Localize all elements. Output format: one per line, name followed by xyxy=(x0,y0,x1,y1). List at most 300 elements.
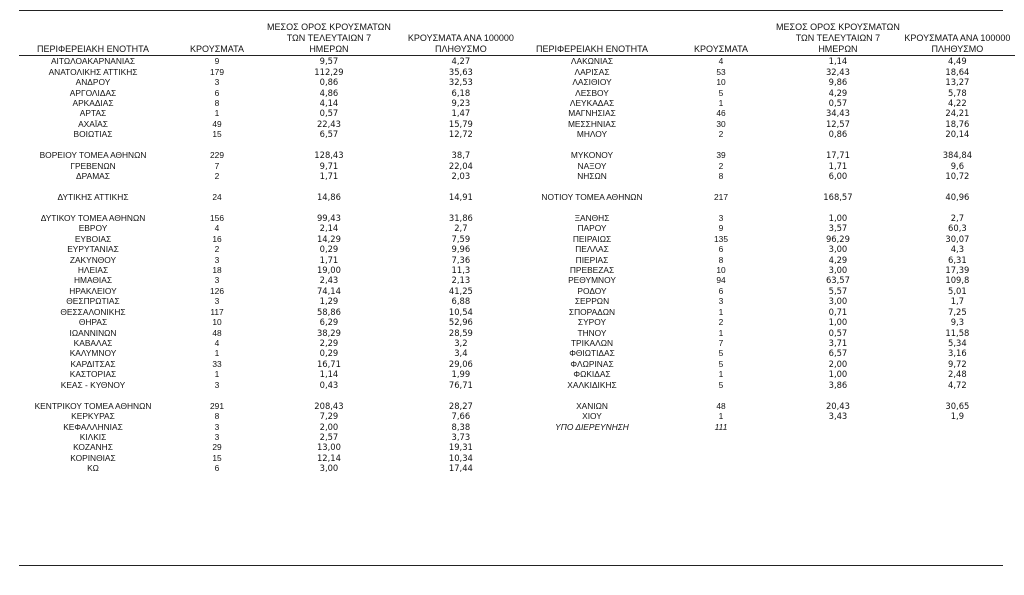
table-bottom-rule xyxy=(19,565,1003,566)
table-row xyxy=(19,87,531,97)
region-cell: ΗΜΑΘΙΑΣ xyxy=(73,275,113,286)
avg-7-days-cell: 3,86 xyxy=(828,379,848,390)
region-cell: ΦΩΚΙΔΑΣ xyxy=(573,369,611,380)
cases-cell: 4 xyxy=(214,223,220,234)
per-100000-cell: 10,72 xyxy=(945,171,970,182)
avg-7-days-cell: 6,57 xyxy=(828,348,848,359)
per-100000-cell: 60,3 xyxy=(948,223,967,234)
per-100000-cell: 109,8 xyxy=(945,275,970,286)
per-100000-cell: 6,31 xyxy=(948,254,967,265)
table-row xyxy=(19,66,531,76)
per-100000-cell: 9,3 xyxy=(950,317,965,328)
cases-cell: 48 xyxy=(212,327,222,338)
cases-cell: 3 xyxy=(214,421,220,432)
per-100000-cell: 6,18 xyxy=(451,87,471,98)
table-row xyxy=(518,213,1015,223)
per-100000-cell: 9,6 xyxy=(950,160,965,171)
cases-cell: 135 xyxy=(714,233,728,244)
per-100000-cell: 6,88 xyxy=(451,296,471,307)
per-100000-cell: 11,3 xyxy=(451,264,471,275)
table-row xyxy=(19,77,531,87)
avg-7-days-cell: 0,43 xyxy=(319,379,339,390)
avg-7-days-cell: 128,43 xyxy=(314,150,344,161)
region-cell: ΚΕΦΑΛΛΗΝΙΑΣ xyxy=(63,421,123,432)
table-row xyxy=(518,192,1015,202)
avg-7-days-cell: 74,14 xyxy=(316,285,341,296)
header-region: ΠΕΡΙΦΕΡΕΙΑΚΗ ΕΝΟΤΗΤΑ xyxy=(19,22,167,56)
per-100000-cell: 3,4 xyxy=(454,348,468,359)
avg-7-days-cell: 6,00 xyxy=(828,171,848,182)
region-cell: ΗΡΑΚΛΕΙΟΥ xyxy=(69,285,117,296)
region-cell: ΑΝΔΡΟΥ xyxy=(75,77,111,88)
table-row xyxy=(19,129,531,139)
table-row xyxy=(518,77,1015,87)
region-cell: ΣΕΡΡΩΝ xyxy=(574,296,610,307)
cases-cell: 1 xyxy=(718,327,724,338)
spacer-cell xyxy=(518,390,1015,400)
avg-7-days-cell: 14,29 xyxy=(316,233,341,244)
avg-7-days-cell: 1,14 xyxy=(319,369,339,380)
spacer-cell xyxy=(518,202,1015,212)
cases-cell: 46 xyxy=(716,108,726,119)
table-row xyxy=(19,327,531,337)
cases-cell: 2 xyxy=(718,160,724,171)
avg-7-days-cell xyxy=(776,421,900,431)
region-cell: ΚΩ xyxy=(87,463,99,474)
region-cell: ΠΑΡΟΥ xyxy=(577,223,607,234)
cases-table-right xyxy=(518,22,1015,432)
region-cell: ΠΕΛΛΑΣ xyxy=(575,244,609,255)
region-cell: ΕΥΡΥΤΑΝΙΑΣ xyxy=(67,244,119,255)
table-row xyxy=(19,223,531,233)
region-cell: ΕΒΡΟΥ xyxy=(78,223,108,234)
region-cell: ΔΡΑΜΑΣ xyxy=(76,171,110,182)
table-row xyxy=(518,129,1015,139)
avg-7-days-cell: 4,14 xyxy=(319,97,339,108)
cases-cell: 6 xyxy=(214,87,220,98)
table-row xyxy=(19,98,531,108)
per-100000-cell: 31,86 xyxy=(448,212,473,223)
region-cell: ΚΙΛΚΙΣ xyxy=(79,431,107,442)
cases-cell: 5 xyxy=(718,358,724,369)
table-row xyxy=(19,56,531,66)
table-row xyxy=(19,338,531,348)
per-100000-cell: 4,49 xyxy=(948,56,967,67)
region-cell: ΜΥΚΟΝΟΥ xyxy=(570,150,614,161)
per-100000-cell: 19,31 xyxy=(448,442,473,453)
avg-7-days-cell: 9,57 xyxy=(319,56,339,67)
spacer-row xyxy=(19,140,531,150)
region-cell: ΑΙΤΩΛΟΑΚΑΡΝΑΝΙΑΣ xyxy=(50,56,136,67)
avg-7-days-cell: 5,57 xyxy=(828,285,848,296)
avg-7-days-cell: 2,57 xyxy=(319,431,339,442)
cases-cell: 18 xyxy=(212,264,222,275)
table-row xyxy=(518,275,1015,285)
cases-cell: 10 xyxy=(212,317,222,328)
per-100000-cell: 7,25 xyxy=(948,306,967,317)
table-row xyxy=(518,421,1015,431)
cases-cell: 3 xyxy=(214,379,220,390)
avg-7-days-cell: 4,29 xyxy=(828,87,848,98)
per-100000-cell: 32,53 xyxy=(448,77,473,88)
cases-cell: 53 xyxy=(716,66,726,77)
spacer-row xyxy=(19,202,531,212)
region-cell: ΝΑΞΟΥ xyxy=(577,160,607,171)
avg-7-days-cell: 63,57 xyxy=(825,275,850,286)
spacer-row xyxy=(19,181,531,191)
avg-7-days-cell: 17,71 xyxy=(825,150,850,161)
region-cell: ΧΑΝΙΩΝ xyxy=(576,400,608,411)
region-cell: ΔΥΤΙΚΟΥ ΤΟΜΕΑ ΑΘΗΝΩΝ xyxy=(40,212,146,223)
cases-cell: 3 xyxy=(214,77,220,88)
header-per-100000: ΚΡΟΥΣΜΑΤΑ ΑΝΑ 100000 ΠΛΗΘΥΣΜΟ xyxy=(900,22,1015,56)
region-cell: ΑΝΑΤΟΛΙΚΗΣ ΑΤΤΙΚΗΣ xyxy=(48,66,138,77)
table-row xyxy=(19,307,531,317)
table-row xyxy=(518,98,1015,108)
avg-7-days-cell: 7,29 xyxy=(319,411,339,422)
cases-cell: 1 xyxy=(718,306,724,317)
cases-cell: 6 xyxy=(718,285,724,296)
table-row xyxy=(19,192,531,202)
avg-7-days-cell: 0,29 xyxy=(319,244,339,255)
cases-cell: 9 xyxy=(718,223,724,234)
region-cell: ΜΗΛΟΥ xyxy=(576,129,608,140)
per-100000-cell: 13,27 xyxy=(945,77,970,88)
table-row xyxy=(518,327,1015,337)
per-100000-cell: 7,59 xyxy=(451,233,471,244)
avg-7-days-cell: 12,57 xyxy=(825,118,850,129)
cases-cell: 3 xyxy=(214,296,220,307)
avg-7-days-cell: 0,29 xyxy=(319,348,339,359)
cases-cell: 39 xyxy=(716,150,726,161)
spacer-cell xyxy=(518,181,1015,191)
region-cell: ΒΟΡΕΙΟΥ ΤΟΜΕΑ ΑΘΗΝΩΝ xyxy=(39,150,147,161)
cases-cell: 111 xyxy=(714,421,728,432)
avg-7-days-cell: 1,00 xyxy=(828,212,848,223)
avg-7-days-cell: 0,86 xyxy=(828,129,848,140)
spacer-cell xyxy=(19,390,531,400)
cases-cell: 9 xyxy=(214,56,220,67)
cases-cell: 156 xyxy=(210,212,224,223)
per-100000-cell: 5,01 xyxy=(948,285,967,296)
spacer-cell xyxy=(19,202,531,212)
per-100000-cell: 38,7 xyxy=(451,150,471,161)
region-cell: ΛΕΥΚΑΔΑΣ xyxy=(569,97,615,108)
per-100000-cell: 18,76 xyxy=(945,118,970,129)
per-100000-cell: 28,27 xyxy=(448,400,473,411)
avg-7-days-cell: 2,00 xyxy=(828,358,848,369)
table-row xyxy=(518,150,1015,160)
avg-7-days-cell: 0,57 xyxy=(828,97,848,108)
cases-cell: 7 xyxy=(214,160,220,171)
per-100000-cell: 9,23 xyxy=(451,97,471,108)
table-row xyxy=(518,411,1015,421)
avg-7-days-cell: 1,71 xyxy=(319,171,339,182)
cases-cell: 29 xyxy=(212,442,222,453)
per-100000-cell: 2,48 xyxy=(948,369,967,380)
table-row xyxy=(19,244,531,254)
cases-cell: 33 xyxy=(212,358,222,369)
spacer-cell xyxy=(19,140,531,150)
region-cell: ΜΑΓΝΗΣΙΑΣ xyxy=(568,108,616,119)
per-100000-cell: 40,96 xyxy=(945,191,970,202)
region-cell: ΠΙΕΡΙΑΣ xyxy=(575,254,609,265)
cases-cell: 4 xyxy=(214,338,220,349)
per-100000-cell: 1,99 xyxy=(451,369,471,380)
region-cell: ΒΟΙΩΤΙΑΣ xyxy=(73,129,113,140)
avg-7-days-cell: 58,86 xyxy=(316,306,341,317)
cases-cell: 1 xyxy=(214,369,220,380)
header-avg-7-days: ΜΕΣΟΣ ΟΡΟΣ ΚΡΟΥΣΜΑΤΩΝ ΤΩΝ ΤΕΛΕΥΤΑΙΩΝ 7 ΗΜΕΡΩΝ xyxy=(267,22,391,54)
avg-7-days-cell: 1,00 xyxy=(828,369,848,380)
table-row xyxy=(19,296,531,306)
spacer-row xyxy=(518,390,1015,400)
region-cell: ΣΠΟΡΑΔΩΝ xyxy=(568,306,616,317)
table-row xyxy=(19,160,531,170)
region-cell: ΕΥΒΟΙΑΣ xyxy=(74,233,112,244)
cases-cell: 1 xyxy=(214,108,220,119)
per-100000-cell: 5,34 xyxy=(948,338,967,349)
spacer-cell xyxy=(19,181,531,191)
avg-7-days-cell: 12,14 xyxy=(316,452,341,463)
per-100000-cell: 4,27 xyxy=(451,56,471,67)
cases-cell: 8 xyxy=(718,171,724,182)
table-row xyxy=(19,108,531,118)
spacer-cell xyxy=(518,140,1015,150)
table-row xyxy=(19,275,531,285)
table-row xyxy=(19,442,531,452)
avg-7-days-cell: 4,29 xyxy=(828,254,848,265)
cases-cell: 2 xyxy=(718,317,724,328)
per-100000-cell: 1,47 xyxy=(451,108,471,119)
per-100000-cell: 2,13 xyxy=(451,275,471,286)
avg-7-days-cell: 19,00 xyxy=(316,264,341,275)
cases-cell: 3 xyxy=(214,431,220,442)
header-per-100000: ΚΡΟΥΣΜΑΤΑ ΑΝΑ 100000 ΠΛΗΘΥΣΜΟ xyxy=(391,22,531,56)
cases-cell: 1 xyxy=(718,97,724,108)
header-region: ΠΕΡΙΦΕΡΕΙΑΚΗ ΕΝΟΤΗΤΑ xyxy=(518,22,666,56)
avg-7-days-cell: 112,29 xyxy=(314,66,344,77)
cases-cell: 49 xyxy=(212,118,222,129)
table-row xyxy=(518,254,1015,264)
cases-cell: 8 xyxy=(214,411,220,422)
region-cell: ΑΡΤΑΣ xyxy=(79,108,107,119)
avg-7-days-cell: 3,00 xyxy=(828,264,848,275)
table-row xyxy=(518,296,1015,306)
per-100000-cell: 10,34 xyxy=(448,452,473,463)
avg-7-days-cell: 13,00 xyxy=(316,442,341,453)
avg-7-days-cell: 168,57 xyxy=(823,191,853,202)
per-100000-cell: 3,16 xyxy=(948,348,967,359)
avg-7-days-cell: 0,57 xyxy=(319,108,339,119)
avg-7-days-cell: 9,71 xyxy=(319,160,339,171)
table-row xyxy=(518,233,1015,243)
region-cell: ΣΥΡΟΥ xyxy=(577,317,607,328)
region-cell: ΤΡΙΚΑΛΩΝ xyxy=(570,338,614,349)
region-cell: ΚΟΡΙΝΘΙΑΣ xyxy=(70,452,116,463)
per-100000-cell: 76,71 xyxy=(448,379,473,390)
table-row xyxy=(518,119,1015,129)
per-100000-cell: 11,58 xyxy=(945,327,970,338)
cases-cell: 1 xyxy=(214,348,220,359)
table-row xyxy=(19,233,531,243)
avg-7-days-cell: 0,57 xyxy=(828,327,848,338)
per-100000-cell: 17,39 xyxy=(945,264,970,275)
cases-cell: 5 xyxy=(718,348,724,359)
avg-7-days-cell: 14,86 xyxy=(316,191,341,202)
region-cell: ΝΗΣΩΝ xyxy=(577,171,607,182)
region-cell: ΗΛΕΙΑΣ xyxy=(77,264,109,275)
cases-cell: 117 xyxy=(210,306,224,317)
per-100000-cell: 20,14 xyxy=(945,129,970,140)
cases-cell: 217 xyxy=(714,191,728,202)
avg-7-days-cell: 3,00 xyxy=(319,463,339,474)
cases-cell: 1 xyxy=(718,411,724,422)
avg-7-days-cell: 34,43 xyxy=(825,108,850,119)
per-100000-cell: 4,22 xyxy=(948,97,967,108)
avg-7-days-cell: 3,71 xyxy=(828,338,848,349)
cases-cell: 2 xyxy=(214,244,220,255)
table-row xyxy=(518,223,1015,233)
table-row xyxy=(518,66,1015,76)
region-cell: ΚΑΡΔΙΤΣΑΣ xyxy=(70,358,116,369)
table-row xyxy=(518,307,1015,317)
cases-cell: 291 xyxy=(210,400,224,411)
per-100000-cell: 7,36 xyxy=(451,254,471,265)
region-cell: ΚΕΡΚΥΡΑΣ xyxy=(71,411,115,422)
per-100000-cell: 1,7 xyxy=(950,296,965,307)
avg-7-days-cell: 9,86 xyxy=(828,77,848,88)
region-cell: ΛΑΡΙΣΑΣ xyxy=(574,66,610,77)
avg-7-days-cell: 0,86 xyxy=(319,77,339,88)
table-row xyxy=(518,369,1015,379)
cases-cell: 7 xyxy=(718,338,724,349)
table-top-rule xyxy=(19,10,1003,11)
table-row xyxy=(518,400,1015,410)
table-row xyxy=(19,286,531,296)
region-cell: ΑΡΓΟΛΙΔΑΣ xyxy=(69,87,117,98)
avg-7-days-cell: 3,57 xyxy=(828,223,848,234)
table-row xyxy=(19,421,531,431)
per-100000-cell: 30,07 xyxy=(945,233,970,244)
table-row xyxy=(19,213,531,223)
table-row xyxy=(19,432,531,442)
per-100000-cell: 52,96 xyxy=(448,317,473,328)
avg-7-days-cell: 1,71 xyxy=(828,160,848,171)
avg-7-days-cell: 20,43 xyxy=(825,400,850,411)
table-row xyxy=(19,400,531,410)
per-100000-cell: 7,66 xyxy=(451,411,471,422)
region-cell: ΥΠΟ ΔΙΕΡΕΥΝΗΣΗ xyxy=(555,421,629,432)
cases-cell: 30 xyxy=(716,118,726,129)
spacer-row xyxy=(518,181,1015,191)
table-row xyxy=(19,411,531,421)
table-row xyxy=(19,380,531,390)
cases-cell: 6 xyxy=(214,463,220,474)
per-100000-cell: 4,3 xyxy=(950,244,965,255)
table-row xyxy=(19,453,531,463)
region-cell: ΛΑΚΩΝΙΑΣ xyxy=(570,56,614,67)
per-100000-cell: 3,2 xyxy=(454,338,468,349)
cases-cell: 3 xyxy=(214,254,220,265)
region-cell: ΘΕΣΣΑΛΟΝΙΚΗΣ xyxy=(60,306,126,317)
spacer-row xyxy=(518,202,1015,212)
per-100000-cell: 41,25 xyxy=(448,285,473,296)
per-100000-cell: 2,7 xyxy=(950,212,965,223)
table-row xyxy=(518,56,1015,66)
region-cell: ΘΕΣΠΡΩΤΙΑΣ xyxy=(66,296,120,307)
per-100000-cell: 2,03 xyxy=(451,171,471,182)
per-100000-cell: 12,72 xyxy=(448,129,473,140)
region-cell: ΚΕΑΣ - ΚΥΘΝΟΥ xyxy=(60,379,126,390)
region-cell: ΠΡΕΒΕΖΑΣ xyxy=(569,264,615,275)
cases-cell: 6 xyxy=(718,244,724,255)
region-cell: ΞΑΝΘΗΣ xyxy=(574,212,610,223)
cases-cell: 15 xyxy=(212,129,222,140)
per-100000-cell: 5,78 xyxy=(948,87,967,98)
cases-cell: 2 xyxy=(718,129,724,140)
avg-7-days-cell: 99,43 xyxy=(316,212,341,223)
region-cell: ΘΗΡΑΣ xyxy=(78,317,108,328)
per-100000-cell: 18,64 xyxy=(945,66,970,77)
region-cell: ΑΡΚΑΔΙΑΣ xyxy=(72,97,114,108)
cases-table-left xyxy=(19,22,531,474)
per-100000-cell: 24,21 xyxy=(945,108,970,119)
region-cell: ΖΑΚΥΝΘΟΥ xyxy=(69,254,117,265)
per-100000-cell: 22,04 xyxy=(448,160,473,171)
region-cell: ΚΑΒΑΛΑΣ xyxy=(73,338,113,349)
table-row xyxy=(19,348,531,358)
region-cell: ΙΩΑΝΝΙΝΩΝ xyxy=(69,327,117,338)
avg-7-days-cell: 3,43 xyxy=(828,411,848,422)
avg-7-days-cell: 2,00 xyxy=(319,421,339,432)
avg-7-days-cell: 1,29 xyxy=(319,296,339,307)
region-cell: ΑΧΑΪΑΣ xyxy=(78,118,108,129)
cases-cell: 8 xyxy=(214,97,220,108)
region-cell: ΝΟΤΙΟΥ ΤΟΜΕΑ ΑΘΗΝΩΝ xyxy=(541,191,643,202)
per-100000-cell: 29,06 xyxy=(448,358,473,369)
avg-7-days-cell: 1,00 xyxy=(828,317,848,328)
avg-7-days-cell: 96,29 xyxy=(825,233,850,244)
table-row xyxy=(19,359,531,369)
header-cases: ΚΡΟΥΣΜΑΤΑ xyxy=(666,22,776,56)
avg-7-days-cell: 2,29 xyxy=(319,338,339,349)
cases-cell: 229 xyxy=(210,150,224,161)
table-row xyxy=(518,338,1015,348)
cases-cell: 3 xyxy=(214,275,220,286)
table-row xyxy=(518,160,1015,170)
per-100000-cell: 14,91 xyxy=(448,191,473,202)
spacer-row xyxy=(19,390,531,400)
region-cell: ΦΘΙΩΤΙΔΑΣ xyxy=(569,348,615,359)
avg-7-days-cell: 208,43 xyxy=(314,400,344,411)
table-row xyxy=(19,119,531,129)
cases-cell: 3 xyxy=(718,212,724,223)
per-100000-cell: 8,38 xyxy=(451,421,471,432)
region-cell: ΠΕΙΡΑΙΩΣ xyxy=(572,233,612,244)
per-100000-cell: 10,54 xyxy=(448,306,473,317)
cases-cell: 5 xyxy=(718,379,724,390)
avg-7-days-cell: 32,43 xyxy=(825,66,850,77)
region-cell: ΜΕΣΣΗΝΙΑΣ xyxy=(567,118,617,129)
region-cell: ΚΕΝΤΡΙΚΟΥ ΤΟΜΕΑ ΑΘΗΝΩΝ xyxy=(34,400,152,411)
per-100000-cell xyxy=(900,421,1015,431)
cases-cell: 15 xyxy=(212,452,222,463)
per-100000-cell: 2,7 xyxy=(454,223,468,234)
table-row xyxy=(19,254,531,264)
cases-cell: 126 xyxy=(210,285,224,296)
region-cell: ΤΗΝΟΥ xyxy=(577,327,607,338)
